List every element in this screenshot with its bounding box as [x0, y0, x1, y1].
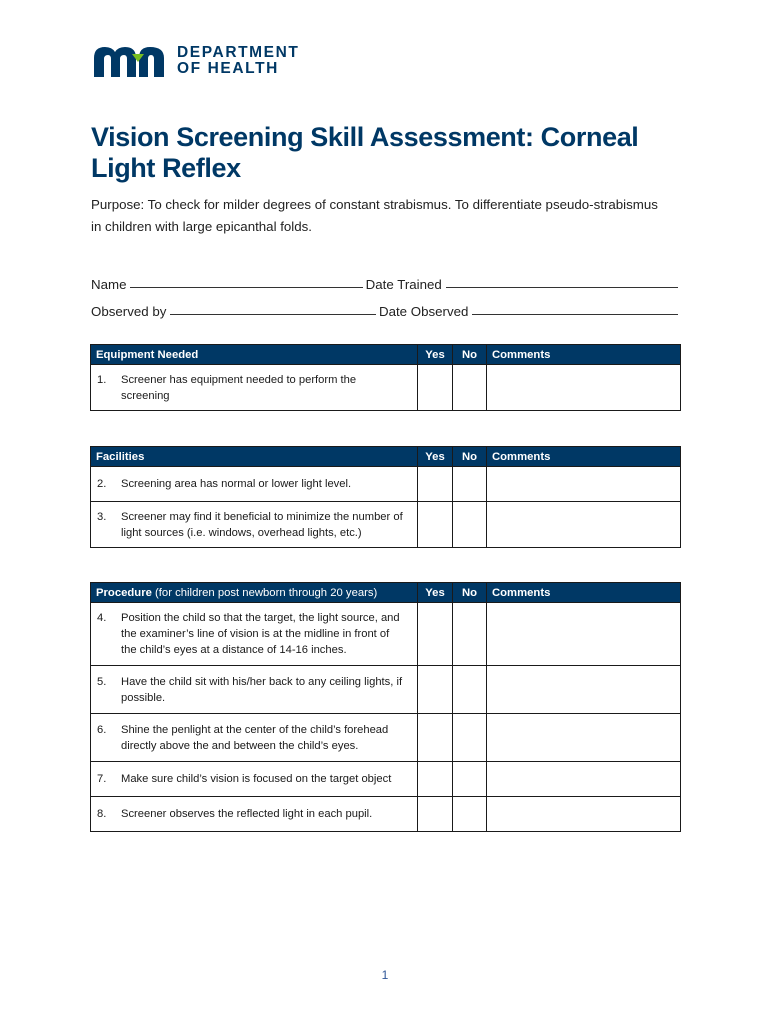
date-observed-label: Date Observed	[378, 304, 469, 319]
procedure-table	[90, 582, 681, 832]
no-header: No	[453, 583, 487, 603]
yes-cell[interactable]	[418, 714, 453, 762]
no-cell[interactable]	[453, 666, 487, 714]
comments-cell[interactable]	[487, 714, 681, 762]
item-number: 2.	[97, 478, 107, 490]
item-cell	[91, 762, 418, 797]
item-text: Make sure child’s vision is focused on the target object	[121, 773, 392, 785]
mn-logo-icon	[91, 44, 167, 78]
yes-header: Yes	[418, 345, 453, 365]
item-number: 7.	[97, 773, 107, 785]
yes-cell[interactable]	[418, 502, 453, 548]
comments-cell[interactable]	[487, 365, 681, 411]
logo-line-2: OF HEALTH	[177, 60, 279, 77]
yes-cell[interactable]	[418, 603, 453, 666]
facilities-heading: Facilities	[91, 447, 418, 467]
item-cell	[91, 714, 418, 762]
no-cell[interactable]	[453, 714, 487, 762]
logo-line-1: DEPARTMENT	[177, 44, 300, 61]
facilities-table	[90, 446, 681, 548]
comments-cell[interactable]	[487, 762, 681, 797]
table-row	[91, 714, 681, 762]
no-cell[interactable]	[453, 502, 487, 548]
item-number: 8.	[97, 808, 107, 820]
item-number: 5.	[97, 675, 107, 688]
yes-cell[interactable]	[418, 666, 453, 714]
comments-cell[interactable]	[487, 666, 681, 714]
name-label: Name	[91, 277, 127, 292]
procedure-heading: Procedure	[96, 586, 152, 599]
comments-cell[interactable]	[487, 502, 681, 548]
date-trained-input-line[interactable]	[446, 286, 678, 288]
item-cell	[91, 467, 418, 502]
yes-cell[interactable]	[418, 797, 453, 832]
observed-by-label: Observed by	[91, 304, 167, 319]
purpose-text: Purpose: To check for milder degrees of constant strabismus. To differentiate pseudo-strabismus in children with large epicanthal folds.	[91, 197, 658, 234]
item-text: Have the child sit with his/her back to any ceiling lights, if possible.	[121, 675, 403, 704]
item-number: 3.	[97, 510, 107, 523]
table-row	[91, 797, 681, 832]
item-text: Screener may find it beneficial to minimize the number of light sources (i.e. windows, overhead lights, etc.)	[121, 510, 403, 539]
table-row	[91, 666, 681, 714]
item-cell	[91, 666, 418, 714]
item-cell	[91, 603, 418, 666]
item-number: 4.	[97, 612, 107, 624]
comments-header: Comments	[487, 447, 681, 467]
name-input-line[interactable]	[130, 286, 362, 288]
name-date-trained-row	[91, 265, 681, 292]
comments-header: Comments	[487, 583, 681, 603]
item-cell	[91, 797, 418, 832]
yes-cell[interactable]	[418, 467, 453, 502]
table-row	[91, 467, 681, 502]
facilities-header-row	[91, 447, 681, 467]
item-cell	[91, 502, 418, 548]
date-observed-input-line[interactable]	[472, 313, 678, 315]
comments-cell[interactable]	[487, 797, 681, 832]
item-text: Screener has equipment needed to perform the screening	[121, 373, 357, 402]
page-number: 1	[381, 968, 389, 982]
no-cell[interactable]	[453, 762, 487, 797]
date-trained-label: Date Trained	[365, 277, 442, 292]
no-cell[interactable]	[453, 797, 487, 832]
item-cell	[91, 365, 418, 411]
no-cell[interactable]	[453, 467, 487, 502]
page-title: Vision Screening Skill Assessment: Corneal Light Reflex	[91, 122, 639, 183]
logo-wordmark	[177, 45, 300, 77]
trainee-info-fields	[91, 265, 681, 319]
comments-cell[interactable]	[487, 603, 681, 666]
item-text: Screening area has normal or lower light level.	[121, 478, 352, 490]
table-row	[91, 502, 681, 548]
no-cell[interactable]	[453, 603, 487, 666]
procedure-header-row	[91, 583, 681, 603]
table-row	[91, 603, 681, 666]
mn-health-logo	[91, 44, 300, 78]
no-header: No	[453, 447, 487, 467]
yes-cell[interactable]	[418, 365, 453, 411]
no-cell[interactable]	[453, 365, 487, 411]
item-number: 1.	[97, 373, 107, 386]
item-text: Screener observes the reflected light in each pupil.	[121, 808, 373, 820]
item-text: Position the child so that the target, the light source, and the examiner’s line of vision is at the midline in front of the child’s eyes at a distance of 14-16 inches.	[121, 612, 400, 656]
observed-row	[91, 292, 681, 319]
no-header: No	[453, 345, 487, 365]
yes-header: Yes	[418, 447, 453, 467]
equipment-table	[90, 344, 681, 411]
yes-header: Yes	[418, 583, 453, 603]
equipment-header-row	[91, 345, 681, 365]
procedure-heading-cell	[91, 583, 418, 603]
yes-cell[interactable]	[418, 762, 453, 797]
table-row	[91, 365, 681, 411]
observed-by-input-line[interactable]	[170, 313, 376, 315]
equipment-heading: Equipment Needed	[91, 345, 418, 365]
table-row	[91, 762, 681, 797]
comments-cell[interactable]	[487, 467, 681, 502]
item-text: Shine the penlight at the center of the child’s forehead directly above the and between the child’s eyes.	[121, 723, 389, 752]
item-number: 6.	[97, 723, 107, 736]
procedure-heading-note: (for children post newborn through 20 years)	[151, 586, 378, 599]
comments-header: Comments	[487, 345, 681, 365]
